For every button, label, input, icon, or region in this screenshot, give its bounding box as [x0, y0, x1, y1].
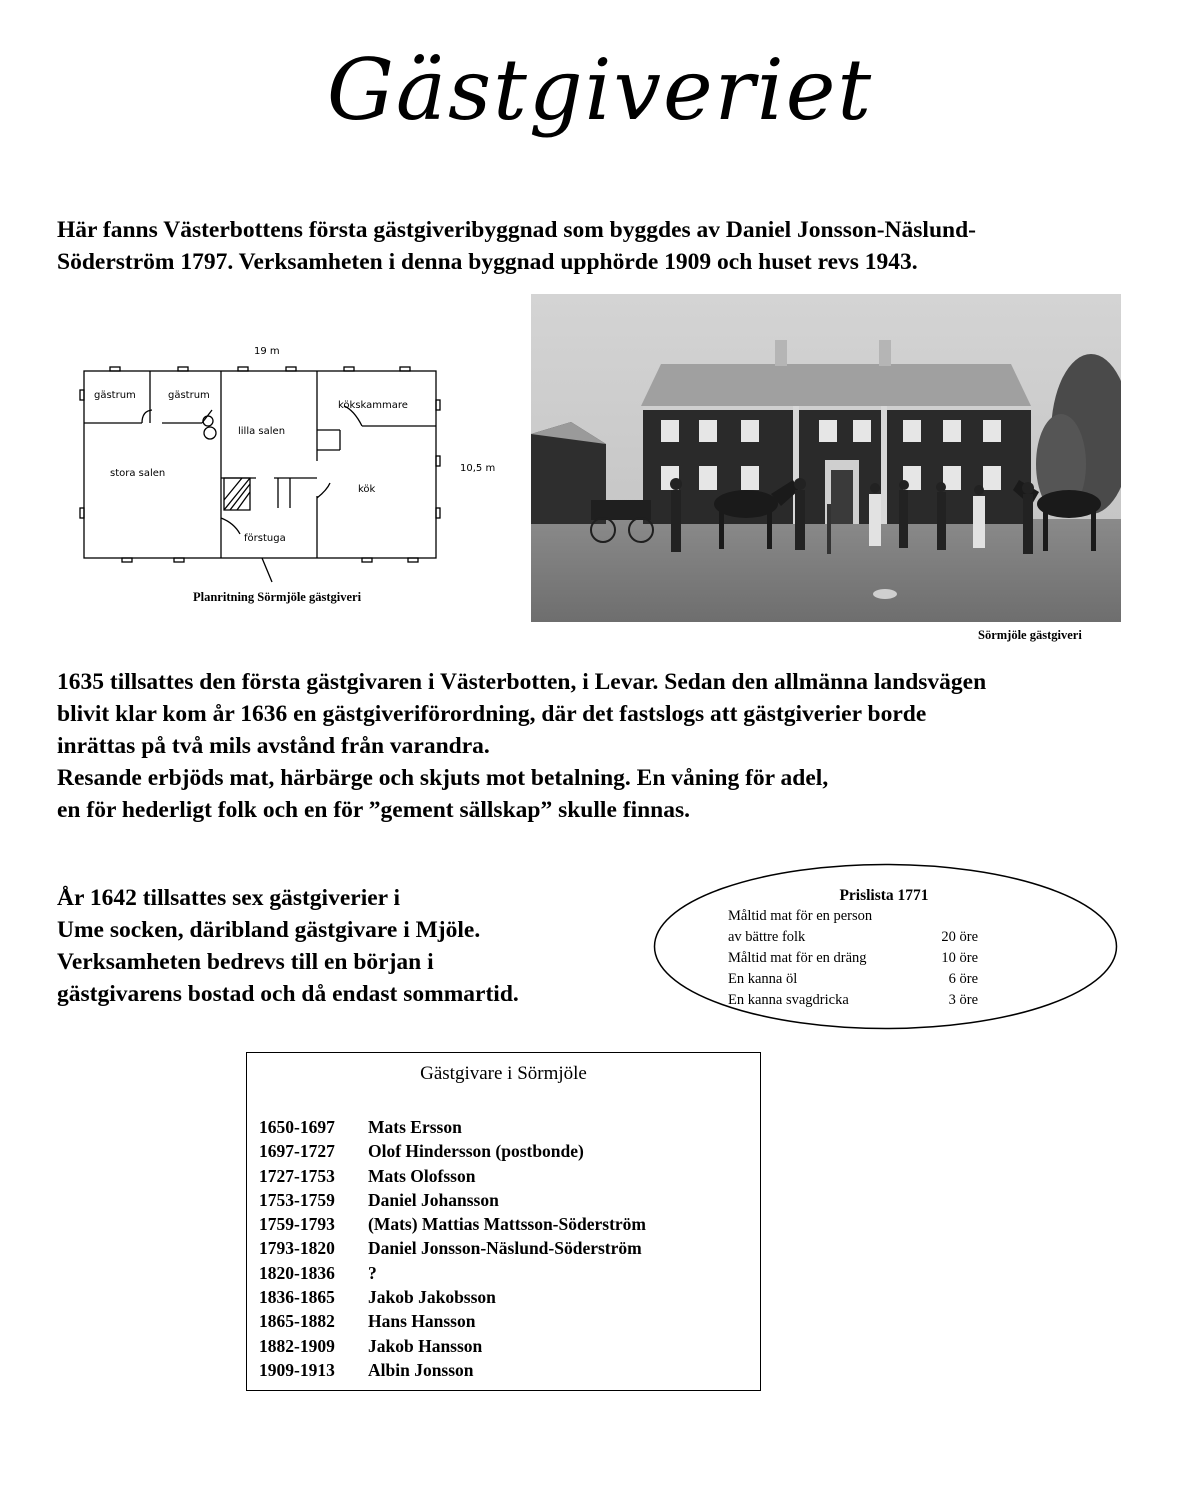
host-row [259, 1358, 646, 1382]
host-years: 1727-1753 [259, 1165, 335, 1186]
host-name: Albin Jonsson [368, 1359, 474, 1380]
hosts-box [246, 1052, 761, 1391]
host-row [259, 1212, 646, 1236]
hosts-list [259, 1115, 646, 1382]
pricelist-price: 20 öre [941, 929, 978, 945]
host-name: Jakob Hansson [368, 1335, 483, 1356]
floor-plan-caption: Planritning Sörmjöle gästgiveri [193, 590, 362, 604]
year-1642-line: gästgivarens bostad och då endast sommartid. [57, 981, 519, 1007]
host-row [259, 1139, 646, 1163]
intro-line: Söderström 1797. Verksamheten i denna byggnad upphörde 1909 och huset revs 1943. [57, 249, 918, 275]
intro-paragraph [57, 214, 976, 278]
historic-photo [531, 294, 1121, 622]
plan-width-label: 19 m [254, 346, 280, 357]
pricelist-item: En kanna svagdricka [728, 992, 849, 1008]
photo-caption: Sörmjöle gästgiveri [978, 628, 1082, 642]
plan-depth-label: 10,5 m [460, 463, 496, 474]
history-line: en för hederligt folk och en för ”gement sällskap” skulle finnas. [57, 797, 691, 823]
pricelist-item: Måltid mat för en dräng [728, 950, 867, 966]
history-line: 1635 tillsattes den första gästgivaren i Västerbotten, i Levar. Sedan den allmänna landsvägen [57, 669, 987, 695]
history-line: inrättas på två mils avstånd från varandra. [57, 733, 490, 759]
host-row [259, 1236, 646, 1260]
pricelist-row [728, 990, 978, 1011]
pricelist-item: Måltid mat för en person [728, 908, 873, 924]
pricelist-item: En kanna öl [728, 971, 798, 987]
history-paragraph [57, 666, 986, 826]
pricelist-row [728, 927, 978, 948]
room-label-lilla-salen: lilla salen [238, 426, 286, 437]
host-years: 1909-1913 [259, 1359, 335, 1380]
host-row [259, 1334, 646, 1358]
history-line: blivit klar kom år 1636 en gästgiveriförordning, där det fastslogs att gästgiverier borde [57, 701, 927, 727]
room-label-gastrum: gästrum [168, 390, 210, 401]
host-name: Olof Hindersson (postbonde) [368, 1141, 584, 1162]
host-years: 1759-1793 [259, 1214, 335, 1235]
hosts-title: Gästgivare i Sörmjöle [420, 1063, 587, 1084]
host-row [259, 1115, 646, 1139]
year-1642-line: Verksamheten bedrevs till en början i [57, 949, 434, 975]
year-1642-line: Ume socken, däribland gästgivare i Mjöle. [57, 917, 481, 943]
pricelist-item: av bättre folk [728, 929, 806, 945]
pricelist-row [728, 948, 978, 969]
room-label-kokskammare: kökskammare [338, 400, 408, 411]
pricelist-price: 6 öre [948, 971, 978, 987]
host-row [259, 1309, 646, 1333]
host-name: Mats Olofsson [368, 1165, 476, 1186]
pricelist-price: 3 öre [948, 992, 978, 1008]
room-label-forstuga: förstuga [244, 533, 286, 544]
host-years: 1836-1865 [259, 1287, 335, 1308]
room-label-kok: kök [358, 484, 376, 495]
host-name: Daniel Johansson [368, 1189, 499, 1210]
host-row [259, 1164, 646, 1188]
host-name: ? [368, 1262, 377, 1283]
pricelist-price: 10 öre [941, 950, 978, 966]
host-row [259, 1261, 646, 1285]
host-years: 1865-1882 [259, 1311, 335, 1332]
host-row [259, 1285, 646, 1309]
host-years: 1697-1727 [259, 1141, 335, 1162]
host-years: 1753-1759 [259, 1189, 335, 1210]
host-name: Mats Ersson [368, 1117, 462, 1137]
host-name: (Mats) Mattias Mattsson-Söderström [368, 1214, 646, 1235]
pricelist [728, 885, 978, 1011]
host-name: Jakob Jakobsson [368, 1287, 496, 1308]
year-1642-paragraph [57, 882, 519, 1010]
host-years: 1793-1820 [259, 1238, 335, 1259]
host-years: 1882-1909 [259, 1335, 335, 1356]
room-label-stora-salen: stora salen [110, 468, 166, 479]
host-row [259, 1188, 646, 1212]
pricelist-row [728, 969, 978, 990]
host-years: 1650-1697 [259, 1117, 335, 1137]
host-name: Hans Hansson [368, 1311, 476, 1332]
pricelist-row [728, 906, 978, 927]
floor-plan-drawing [62, 338, 522, 588]
intro-line: Här fanns Västerbottens första gästgiveribyggnad som byggdes av Daniel Jonsson-Näslund- [57, 217, 976, 243]
pricelist-title: Prislista 1771 [839, 887, 929, 904]
host-name: Daniel Jonsson-Näslund-Söderström [368, 1238, 642, 1259]
room-label-gastrum: gästrum [94, 390, 136, 401]
year-1642-line: År 1642 tillsattes sex gästgiverier i [57, 885, 401, 911]
history-line: Resande erbjöds mat, härbärge och skjuts mot betalning. En våning för adel, [57, 765, 829, 791]
page-title: Gästgiveriet [326, 41, 874, 139]
host-years: 1820-1836 [259, 1262, 335, 1283]
